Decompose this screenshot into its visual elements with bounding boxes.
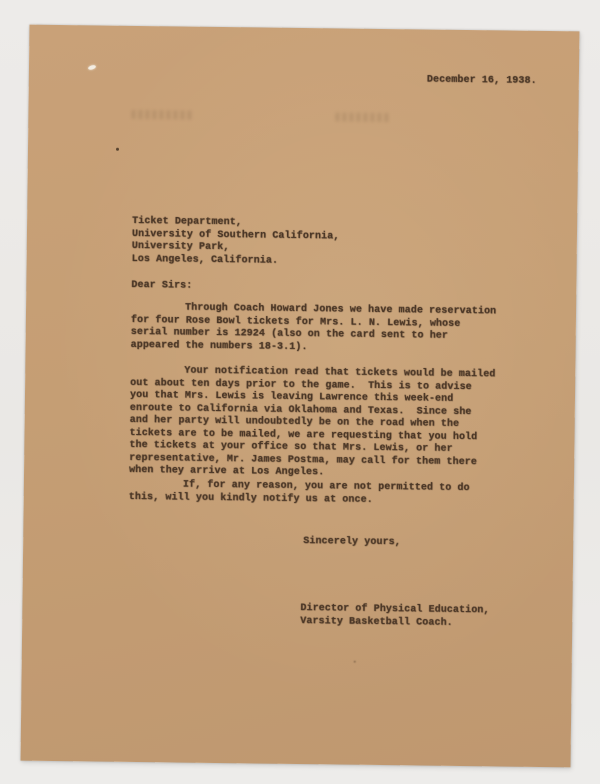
closing: Sincerely yours,: [303, 536, 401, 549]
recipient-address: Ticket Department, University of Southern California, University Park, Los Angeles, California.: [131, 215, 340, 267]
letter-date: December 16, 1938.: [426, 74, 537, 87]
body-paragraph-3: If, for any reason, you are not permitted to do this, will you kindly notify us at once.: [128, 479, 470, 506]
letter-paper: [21, 25, 580, 768]
paper-speck-faint: [354, 661, 356, 663]
signature-block: Director of Physical Education, Varsity Basketball Coach.: [300, 603, 490, 629]
body-paragraph-2: Your notification read that tickets would be mailed out about ten days prior to the game. This is to advise you that Mrs. Lewis is leaving Lawrence this week-end enroute to California via Oklahoma and Texas. Since she and her party will undoubtedly be on the road when the tickets are to be mailed, we are requesting that you hold the tickets at your office so that Mrs. Lewis, or her representative, Mr. James Postma, may call for them there when they arrive at Los Angeles.: [129, 365, 496, 479]
body-paragraph-1: Through Coach Howard Jones we have made reservation for four Rose Bowl tickets for Mrs. L. N. Lewis, whose serial number is 12924 (also on the card sent to her appeared the numbers 18-3.1).: [130, 302, 497, 353]
ink-bleed-imprint-right: [335, 112, 391, 122]
salutation: Dear Sirs:: [131, 279, 193, 292]
ink-bleed-imprint-left: [131, 110, 193, 120]
paper-speck: [116, 148, 119, 151]
paper-fleck: [88, 64, 97, 70]
